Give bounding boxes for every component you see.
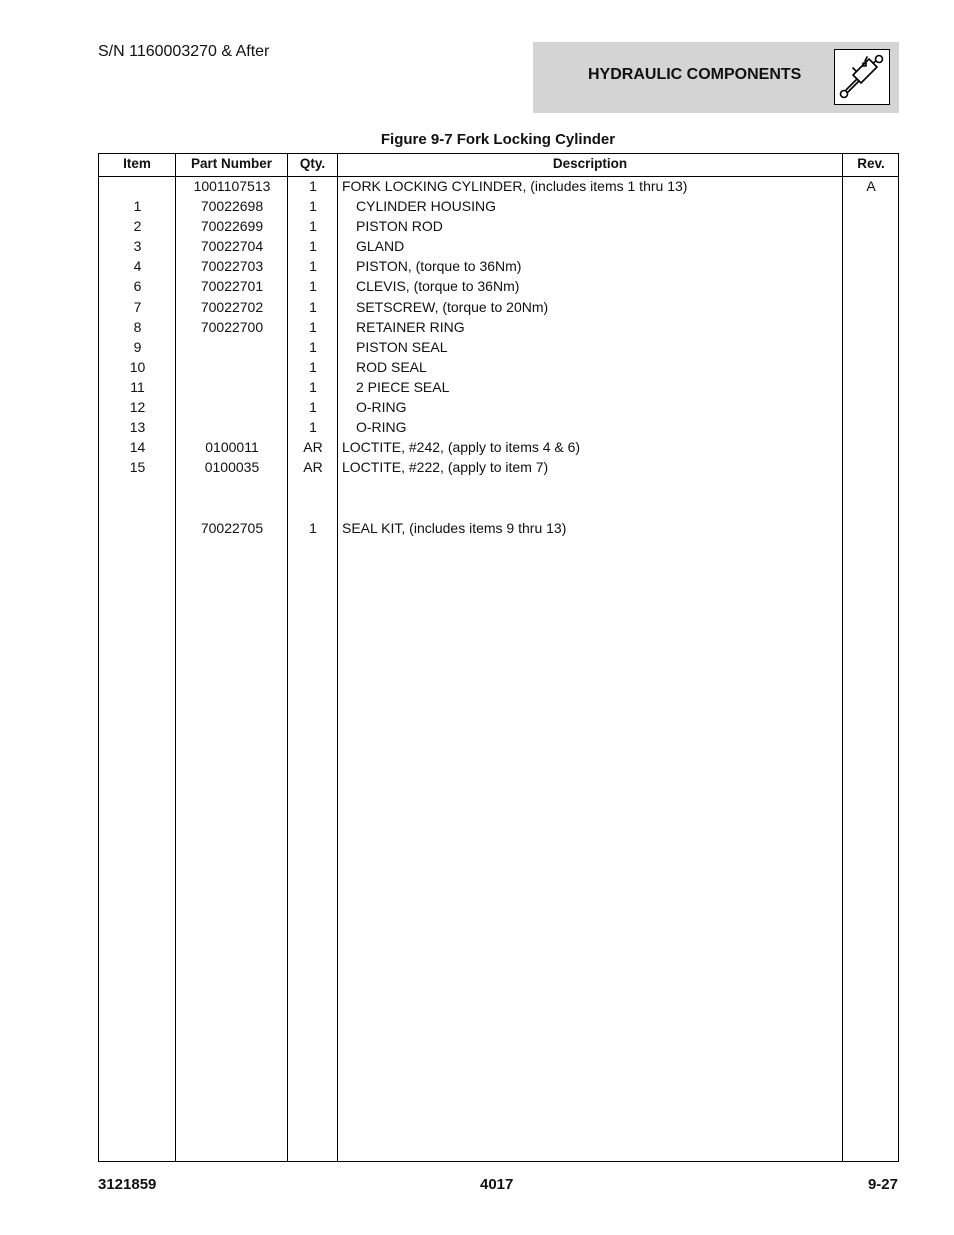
footer-document-number: 3121859 bbox=[98, 1176, 157, 1193]
cell-part-number: 70022703 bbox=[200, 258, 264, 275]
table-row bbox=[99, 458, 898, 478]
table-row bbox=[99, 378, 898, 398]
section-title: HYDRAULIC COMPONENTS bbox=[588, 66, 802, 83]
table-row bbox=[99, 177, 898, 197]
cell-description: 2 PIECE SEAL bbox=[356, 378, 450, 395]
section-header bbox=[533, 42, 899, 113]
cell-part-number: 70022700 bbox=[200, 318, 264, 335]
cell-part-number: 70022699 bbox=[200, 218, 264, 235]
cell-item: 14 bbox=[129, 439, 146, 456]
cell-description: ROD SEAL bbox=[356, 358, 427, 375]
cell-description: SETSCREW, (torque to 20Nm) bbox=[356, 298, 549, 315]
table-row bbox=[99, 358, 898, 378]
cell-description: O-RING bbox=[356, 399, 407, 416]
table-body bbox=[99, 177, 898, 539]
cell-description: PISTON ROD bbox=[356, 218, 443, 235]
cell-description: SEAL KIT, (includes items 9 thru 13) bbox=[342, 519, 567, 536]
cell-description: GLAND bbox=[356, 238, 405, 255]
table-row bbox=[99, 217, 898, 237]
parts-table bbox=[98, 153, 899, 1162]
cell-qty: AR bbox=[303, 439, 323, 456]
cell-part-number: 70022702 bbox=[200, 298, 264, 315]
cell-qty: 1 bbox=[309, 238, 317, 255]
cell-part-number: 0100035 bbox=[204, 459, 260, 476]
cell-item: 2 bbox=[133, 218, 142, 235]
cell-item: 4 bbox=[133, 258, 142, 275]
column-header-rev: Rev. bbox=[857, 156, 885, 171]
figure-title: Figure 9-7 Fork Locking Cylinder bbox=[380, 131, 616, 148]
table-row bbox=[99, 237, 898, 257]
cell-description: FORK LOCKING CYLINDER, (includes items 1 thru 13) bbox=[342, 178, 688, 194]
cell-item: 15 bbox=[129, 459, 146, 476]
cell-qty: 1 bbox=[309, 318, 317, 335]
cell-qty: 1 bbox=[309, 358, 317, 375]
footer-model: 4017 bbox=[480, 1176, 514, 1193]
cell-description: CLEVIS, (torque to 36Nm) bbox=[356, 278, 520, 295]
cell-item: 13 bbox=[129, 419, 146, 436]
cell-description: LOCTITE, #242, (apply to items 4 & 6) bbox=[342, 439, 581, 456]
table-row bbox=[99, 298, 898, 318]
column-header-description: Description bbox=[552, 156, 628, 171]
cell-description: PISTON, (torque to 36Nm) bbox=[356, 258, 522, 275]
table-row bbox=[99, 197, 898, 217]
cell-qty: 1 bbox=[309, 338, 317, 355]
cell-description: LOCTITE, #222, (apply to item 7) bbox=[342, 459, 549, 476]
table-row bbox=[99, 519, 898, 539]
cell-qty: 1 bbox=[309, 298, 317, 315]
serial-number: S/N 1160003270 & After bbox=[98, 43, 270, 60]
cell-qty: 1 bbox=[309, 419, 317, 436]
column-header-qty: Qty. bbox=[299, 156, 326, 171]
cell-description: O-RING bbox=[356, 419, 407, 436]
cell-item: 12 bbox=[129, 399, 146, 416]
table-spacer bbox=[99, 478, 898, 519]
cell-qty: 1 bbox=[309, 519, 317, 536]
cell-part-number: 70022701 bbox=[200, 278, 264, 295]
table-row bbox=[99, 418, 898, 438]
table-row bbox=[99, 398, 898, 418]
cell-item: 6 bbox=[133, 278, 142, 295]
table-row bbox=[99, 318, 898, 338]
cell-description: PISTON SEAL bbox=[356, 338, 448, 355]
cell-part-number: 70022705 bbox=[200, 519, 264, 536]
cell-qty: AR bbox=[303, 459, 323, 476]
cell-part-number: 70022704 bbox=[200, 238, 264, 255]
footer-page-number: 9-27 bbox=[867, 1176, 898, 1193]
cell-qty: 1 bbox=[309, 378, 317, 395]
cell-qty: 1 bbox=[309, 178, 317, 194]
cell-qty: 1 bbox=[309, 258, 317, 275]
cell-qty: 1 bbox=[309, 198, 317, 215]
cell-rev: A bbox=[866, 178, 876, 194]
table-row bbox=[99, 257, 898, 277]
cell-item: 9 bbox=[133, 338, 142, 355]
cell-item: 7 bbox=[133, 298, 142, 315]
column-header-item: Item bbox=[123, 156, 151, 171]
cell-qty: 1 bbox=[309, 278, 317, 295]
cell-item: 1 bbox=[133, 198, 142, 215]
cell-description: CYLINDER HOUSING bbox=[356, 198, 497, 215]
cell-qty: 1 bbox=[309, 399, 317, 416]
cell-part-number: 1001107513 bbox=[193, 178, 271, 194]
column-header-part-number: Part Number bbox=[190, 156, 273, 171]
table-row bbox=[99, 277, 898, 297]
cell-part-number: 0100011 bbox=[205, 439, 259, 456]
table-row bbox=[99, 338, 898, 358]
cell-item: 10 bbox=[129, 358, 146, 375]
hydraulic-cylinder-icon bbox=[834, 49, 890, 105]
cell-description: RETAINER RING bbox=[356, 318, 465, 335]
cell-item: 3 bbox=[133, 238, 142, 255]
cell-part-number: 70022698 bbox=[200, 198, 264, 215]
cell-item: 11 bbox=[130, 378, 145, 395]
cell-qty: 1 bbox=[309, 218, 317, 235]
cell-item: 8 bbox=[133, 318, 142, 335]
table-row bbox=[99, 438, 898, 458]
